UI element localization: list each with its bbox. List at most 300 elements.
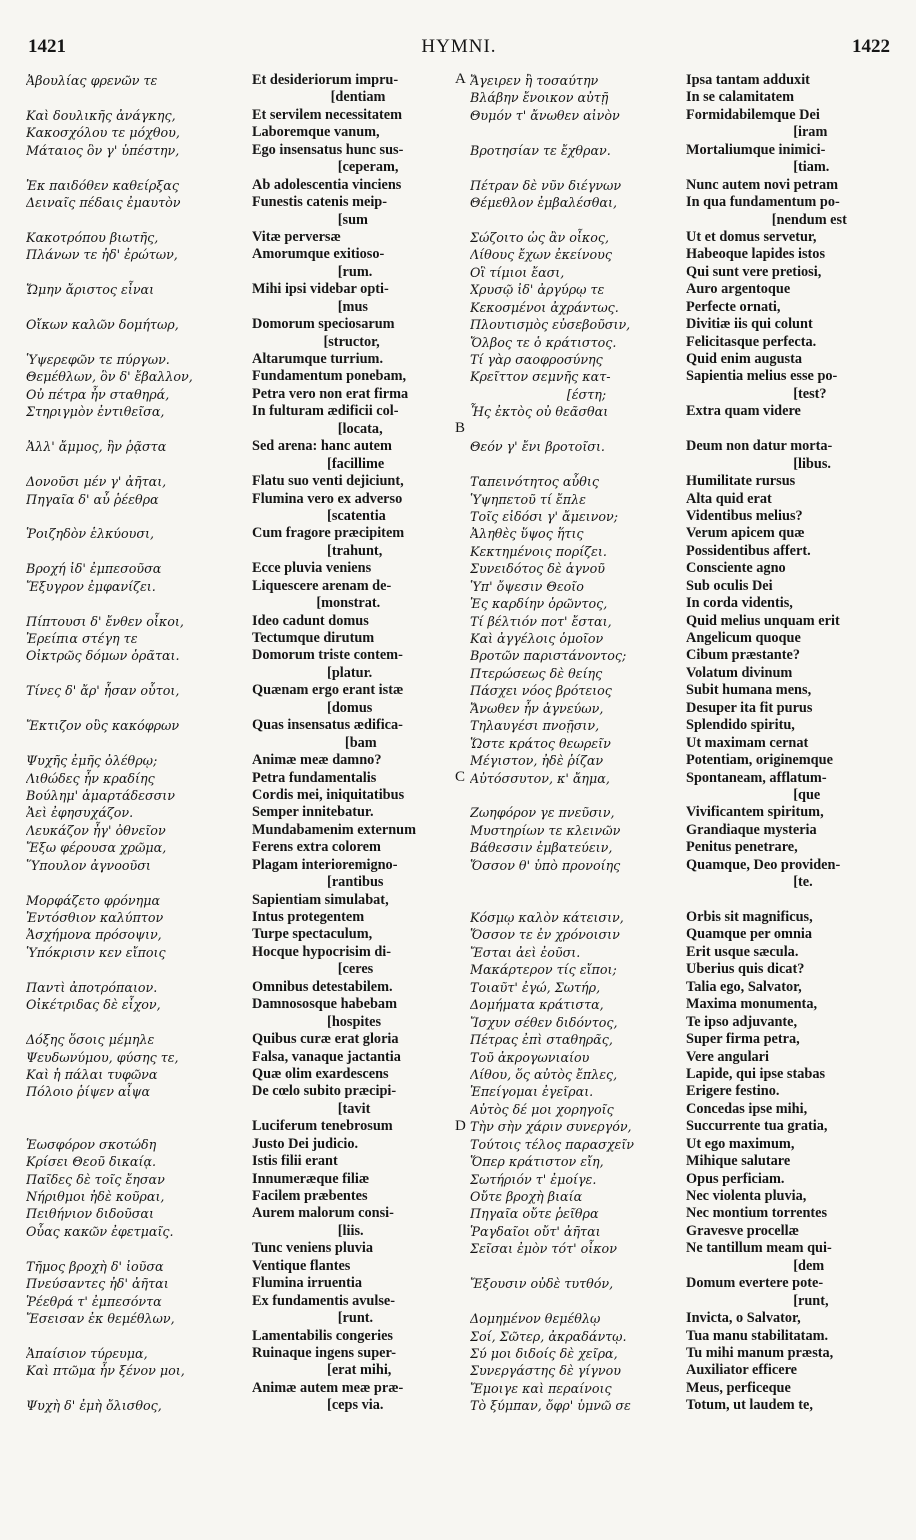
text-line: [platur. bbox=[252, 664, 373, 681]
text-line: Ὑπόκρισιν κεν εἴποις bbox=[26, 944, 166, 960]
text-line: Auro argentoque bbox=[686, 281, 791, 298]
text-line: Ζωηφόρον γε πνεῦσιν, bbox=[470, 805, 615, 821]
text-line: Domorum speciosarum bbox=[252, 316, 395, 333]
greek-column-left bbox=[26, 72, 251, 1415]
text-line: Tua manu stabilitatam. bbox=[686, 1327, 829, 1344]
text-line: Totum, ut laudem te, bbox=[686, 1397, 813, 1414]
text-line: Κρίσει Θεοῦ δικαίᾳ. bbox=[26, 1154, 157, 1170]
text-line: Βροτησίαν τε ἔχθραν. bbox=[470, 142, 611, 158]
text-line bbox=[470, 1293, 684, 1310]
text-line: Possidentibus affert. bbox=[686, 542, 811, 559]
text-line bbox=[470, 874, 684, 891]
text-line bbox=[26, 1240, 251, 1257]
text-line: Ἔξω φέρουσα χρῶμα, bbox=[26, 840, 167, 856]
text-line: Luciferum tenebrosum bbox=[252, 1118, 393, 1135]
text-line: Istis filii erant bbox=[252, 1153, 338, 1170]
text-line: Ῥοιζηδὸν ἑλκύουσι, bbox=[26, 526, 155, 542]
text-line: Καὶ δουλικῆς ἀνάγκης, bbox=[26, 107, 176, 123]
text-line bbox=[470, 124, 684, 141]
text-line: Κεκτημένοις πορίζει. bbox=[470, 543, 607, 559]
text-line: Extra quam videre bbox=[686, 403, 801, 420]
text-line: Πίπτουσι δ' ἔνθεν οἶκοι, bbox=[26, 613, 184, 629]
text-line: Πειθήνιον διδοῦσαι bbox=[26, 1206, 154, 1222]
text-line: Mihi ipsi videbar opti- bbox=[252, 281, 389, 298]
text-line: Πνεύσαντες ἠδ' ἀῆται bbox=[26, 1276, 169, 1292]
text-line: Ideo cadunt domus bbox=[252, 612, 369, 629]
text-line bbox=[470, 892, 684, 909]
text-line: Κακοτρόπου βιωτῆς, bbox=[26, 229, 159, 245]
text-line: Domorum triste contem- bbox=[252, 647, 403, 664]
text-line: [locata, bbox=[252, 420, 383, 437]
text-line: Βροτῶν παριστάνοντος; bbox=[470, 648, 627, 664]
text-line: Verum apicem quæ bbox=[686, 525, 805, 542]
text-line: Ipsa tantam adduxit bbox=[686, 72, 810, 88]
text-line: [ceperam, bbox=[252, 159, 399, 176]
text-line: In se calamitatem bbox=[686, 89, 794, 106]
text-line: Domum evertere pote- bbox=[686, 1275, 824, 1292]
text-line: Ἐρείπια στέγη τε bbox=[26, 631, 138, 646]
text-line: Βροχή ἰδ' ἐμπεσοῦσα bbox=[26, 561, 162, 577]
text-line: Ἧς ἐκτὸς οὐ θεᾶσθαι bbox=[470, 404, 609, 420]
text-line: Στηριγμὸν ἐντιθεῖσα, bbox=[26, 404, 165, 420]
text-line: Ἀσχήμονα πρόσοψιν, bbox=[26, 927, 162, 943]
text-line bbox=[26, 508, 251, 525]
text-line: Δονοῦσι μέν γ' ἀῆται, bbox=[26, 474, 167, 490]
text-line: Justo Dei judicio. bbox=[252, 1135, 359, 1152]
text-line: Οἰκτρῶς δόμων ὁρᾶται. bbox=[26, 648, 180, 664]
text-line: Πλουτισμὸς εὐσεβοῦσιν, bbox=[470, 317, 631, 333]
text-line: Subit humana mens, bbox=[686, 682, 812, 699]
text-line: In qua fundamentum po- bbox=[686, 194, 840, 211]
text-line: Ventique flantes bbox=[252, 1257, 351, 1274]
text-line: Ἀληθὲς ὕψος ἥτις bbox=[470, 526, 584, 542]
text-line: [ceps via. bbox=[252, 1397, 384, 1414]
text-line: Concedas ipse mihi, bbox=[686, 1100, 808, 1117]
text-line: Spontaneam, afflatum- bbox=[686, 769, 827, 786]
latin-column-left bbox=[252, 72, 454, 1415]
text-line: Βάθεσσιν ἐμβατεύειν, bbox=[470, 840, 613, 856]
text-line: Quas insensatus ædifica- bbox=[252, 717, 403, 734]
text-line bbox=[26, 1118, 251, 1135]
text-line: Tectumque dirutum bbox=[252, 630, 375, 646]
text-line bbox=[26, 456, 251, 473]
text-line: Perfecte ornati, bbox=[686, 298, 781, 315]
text-line: Ὕπουλον ἀγνοοῦσι bbox=[26, 857, 151, 873]
text-line: Semper innitebatur. bbox=[252, 804, 374, 821]
text-line: Orbis sit magnificus, bbox=[686, 909, 813, 925]
text-line: Damnososque habebam bbox=[252, 996, 397, 1013]
text-line: Πλάνων τε ἠδ' ἐρώτων, bbox=[26, 247, 178, 263]
text-line: Aurem malorum consi- bbox=[252, 1205, 394, 1222]
text-line: Innumeræque filiæ bbox=[252, 1170, 370, 1187]
text-line: Θεμέθλων, ὃν δ' ἔβαλλον, bbox=[26, 369, 193, 385]
text-line: Funestis catenis meip- bbox=[252, 194, 388, 211]
text-line: Mihique salutare bbox=[686, 1153, 791, 1170]
text-line: Felicitasque perfecta. bbox=[686, 333, 817, 350]
text-line: Οἳ τίμιοι ἔασι, bbox=[470, 264, 565, 280]
text-line: Erit usque sæcula. bbox=[686, 943, 799, 960]
text-line: [nendum est bbox=[686, 211, 847, 228]
text-line: Οὖας κακῶν ἐφετμαῖς. bbox=[26, 1223, 174, 1239]
text-line: Qui sunt vere pretiosi, bbox=[686, 263, 822, 280]
text-line: Μυστηρίων τε κλεινῶν bbox=[470, 822, 621, 838]
text-line: Κεκοσμένοι ἀχράντως. bbox=[470, 299, 619, 315]
text-line: Potentiam, originemque bbox=[686, 752, 833, 769]
text-line: Σωτήριόν τ' ἐμοίγε. bbox=[470, 1171, 597, 1187]
text-line: Νήριθμοι ἠδὲ κοῦραι, bbox=[26, 1189, 165, 1204]
text-line: [te. bbox=[686, 874, 813, 891]
text-line: Vivificantem spiritum, bbox=[686, 804, 824, 821]
text-line: [hospites bbox=[252, 1013, 382, 1030]
text-line: In corda videntis, bbox=[686, 595, 793, 612]
text-line: Σοί, Σῶτερ, ἀκραδάντῳ. bbox=[470, 1328, 627, 1344]
text-line: Τίνες δ' ἄρ' ἦσαν οὗτοι, bbox=[26, 683, 180, 699]
text-line: [mus bbox=[252, 298, 368, 315]
text-line: Ne tantillum meam qui- bbox=[686, 1240, 832, 1257]
text-line: Quid enim augusta bbox=[686, 351, 802, 367]
text-line: Πέτραν δὲ νῦν διέγνων bbox=[470, 177, 622, 193]
running-title: HYMNI. bbox=[421, 36, 497, 57]
text-line: Angelicum quoque bbox=[686, 630, 801, 646]
right-page-number: 1422 bbox=[852, 36, 890, 57]
text-line: Ecce pluvia veniens bbox=[252, 560, 372, 577]
text-line: Ὄλβος τε ὁ κράτιστος. bbox=[470, 334, 617, 350]
text-line: Αὐτόσσυτον, κ' ἄημα, bbox=[470, 770, 610, 786]
text-line: Θυμόν τ' ἄνωθεν αἰνὸν bbox=[470, 107, 620, 123]
text-line: Τῆμος βροχὴ δ' ἰοῦσα bbox=[26, 1258, 164, 1274]
text-line: Μορφάζετο φρόνημα bbox=[26, 892, 161, 908]
text-line: Κακοσχόλου τε μόχθου, bbox=[26, 125, 180, 141]
text-line: [rum. bbox=[252, 263, 373, 280]
text-line: [libus. bbox=[686, 455, 831, 472]
text-line: Flumina irruentia bbox=[252, 1275, 363, 1292]
text-line: Nec violenta pluvia, bbox=[686, 1188, 807, 1204]
text-line: Ἀλλ' ἄμμος, ἣν ῥᾷστα bbox=[26, 439, 167, 455]
text-line: Fundamentum ponebam, bbox=[252, 368, 407, 385]
text-line: Quamque per omnia bbox=[686, 926, 813, 943]
text-line: Ex fundamentis avulse- bbox=[252, 1292, 395, 1309]
text-line: Divitiæ iis qui colunt bbox=[686, 316, 813, 333]
text-line: Ἔκτιζον οὓς κακόφρων bbox=[26, 718, 180, 734]
text-line bbox=[26, 1328, 251, 1345]
text-line: Κρεῖττον σεμνῆς κατ- bbox=[470, 369, 611, 385]
text-line: Petra fundamentalis bbox=[252, 769, 377, 786]
text-line: Δομημένον θεμέθλῳ bbox=[470, 1311, 601, 1327]
text-line: Τηλαυγέσι πνοῇσιν, bbox=[470, 718, 600, 734]
text-line: Humilitate rursus bbox=[686, 473, 796, 490]
text-line: Facilem præbentes bbox=[252, 1188, 368, 1204]
text-line: Et servilem necessitatem bbox=[252, 106, 403, 123]
text-line: Ταπεινότητος αὖθις bbox=[470, 474, 599, 490]
text-line: Altarumque turrium. bbox=[252, 351, 384, 367]
text-line: Tunc veniens pluvia bbox=[252, 1240, 374, 1257]
text-line: Τὸ ξύμπαν, ὄφρ' ὑμνῶ σε bbox=[470, 1398, 631, 1414]
text-line: Quamque, Deo providen- bbox=[686, 856, 841, 873]
text-line: Παῖδες δὲ τοῖς ἔησαν bbox=[26, 1171, 165, 1187]
text-line: Laboremque vanum, bbox=[252, 124, 380, 141]
text-line bbox=[686, 421, 894, 438]
text-line: Videntibus melius? bbox=[686, 507, 803, 524]
text-line: Μάταιος ὃν γ' ὑπέστην, bbox=[26, 142, 180, 158]
text-line: Lamentabilis congeries bbox=[252, 1327, 393, 1344]
page-header bbox=[28, 36, 890, 62]
text-line: Mundabamenim externum bbox=[252, 821, 417, 838]
text-line: Auxiliator efficere bbox=[686, 1362, 798, 1379]
text-line: [έστη; bbox=[470, 386, 607, 402]
text-line: Opus perficiam. bbox=[686, 1170, 785, 1187]
text-line: Πόλοιο ῥίψεν αἶψα bbox=[26, 1084, 151, 1100]
text-line: Sub oculis Dei bbox=[686, 577, 773, 594]
text-line: Ψυχῆς ἐμῆς ὀλέθρῳ; bbox=[26, 753, 158, 769]
text-line: Invicta, o Salvator, bbox=[686, 1310, 801, 1327]
text-line: Gravesve procellæ bbox=[686, 1222, 799, 1239]
text-line: Meus, perficeque bbox=[686, 1379, 791, 1396]
text-line bbox=[26, 1101, 251, 1118]
text-line: Maxima monumenta, bbox=[686, 996, 818, 1013]
text-line: Nec montium torrentes bbox=[686, 1205, 828, 1222]
text-line: Οὔτε βροχὴ βιαία bbox=[470, 1189, 583, 1204]
text-line: Sed arena: hanc autem bbox=[252, 438, 392, 455]
text-line: [sum bbox=[252, 211, 368, 228]
text-line: Τοῖς εἰδόσι γ' ἄμεινον; bbox=[470, 508, 618, 524]
text-line: Ὑψηπετοῦ τί ἔπλε bbox=[470, 491, 586, 507]
text-line: Amorumque exitioso- bbox=[252, 246, 385, 263]
text-line: Ὅσσον τε ἐν χρόνοισιν bbox=[470, 927, 620, 943]
text-line: Intus protegentem bbox=[252, 909, 365, 925]
text-line: Λευκάζον ἦγ' ὀθνεῖον bbox=[26, 822, 166, 838]
text-line: Mortaliumque inimici- bbox=[686, 141, 826, 158]
text-line: Ἄνωθεν ἦν ἁγνεύων, bbox=[470, 700, 604, 716]
text-line: Quæ olim exardescens bbox=[252, 1065, 389, 1082]
text-line: [facillime bbox=[252, 455, 385, 472]
text-line: [domus bbox=[252, 699, 373, 716]
text-line: Ut ego maximum, bbox=[686, 1135, 795, 1152]
text-line: Τὴν σὴν χάριν συνεργόν, bbox=[470, 1119, 632, 1135]
text-line: Nunc autem novi petram bbox=[686, 176, 839, 193]
text-line: Τούτοις τέλος παρασχεῖν bbox=[470, 1136, 635, 1152]
text-line: Ὑψερεφῶν τε πύργων. bbox=[26, 352, 170, 367]
text-line: In fulturam ædificii col- bbox=[252, 403, 399, 420]
text-line: Cum fragore præcipitem bbox=[252, 525, 405, 542]
text-line bbox=[26, 874, 251, 891]
section-marker: B bbox=[455, 420, 466, 436]
text-line: Liquescere arenam de- bbox=[252, 577, 392, 594]
text-line: Ut et domus servetur, bbox=[686, 228, 817, 245]
text-line: Cordis mei, iniquitatibus bbox=[252, 786, 405, 803]
text-line: [erat mihi, bbox=[252, 1362, 392, 1379]
text-line: Συνειδότος δὲ ἁγνοῦ bbox=[470, 561, 605, 577]
text-line bbox=[470, 159, 684, 176]
text-line: Formidabilemque Dei bbox=[686, 106, 820, 123]
text-line: Et desideriorum impru- bbox=[252, 72, 399, 88]
text-line: Θέμεθλον ἐμβαλέσθαι, bbox=[470, 195, 618, 211]
text-line: Erigere festino. bbox=[686, 1083, 780, 1100]
text-line: Ψευδωνύμου, φύσης τε, bbox=[26, 1049, 179, 1065]
text-line: Ἐπείγομαι ἐγεῖραι. bbox=[470, 1084, 594, 1100]
text-line: Splendido spiritu, bbox=[686, 717, 795, 734]
text-line: Ego insensatus hunc sus- bbox=[252, 141, 404, 158]
text-line: [runt, bbox=[686, 1292, 829, 1309]
text-line: Turpe spectaculum, bbox=[252, 926, 373, 943]
text-line bbox=[26, 264, 251, 281]
text-line: Ὑπ' ὄψεσιν Θεοῖο bbox=[470, 578, 584, 594]
text-line bbox=[470, 212, 684, 229]
text-line: Σώζοιτο ὡς ἂν οἶκος, bbox=[470, 229, 610, 245]
text-line: Quænam ergo erant istæ bbox=[252, 682, 404, 699]
text-line: Χρυσῷ ἰδ' ἀργύρῳ τε bbox=[470, 282, 605, 298]
text-line: De cœlo subito præcipi- bbox=[252, 1083, 397, 1100]
text-line: [liis. bbox=[252, 1222, 364, 1239]
text-line: Ἀεὶ ἐφησυχάζον. bbox=[26, 805, 134, 821]
text-line bbox=[26, 735, 251, 752]
text-line: Succurrente tua gratia, bbox=[686, 1118, 828, 1135]
text-line bbox=[470, 1258, 684, 1275]
text-line: [tavit bbox=[252, 1100, 371, 1117]
text-line: Ἀβουλίας φρενῶν τε bbox=[26, 73, 158, 88]
text-line: Ἔσται ἀεὶ ἐοῦσι. bbox=[470, 944, 581, 960]
text-line: Ἐντόσθιον καλύπτον bbox=[26, 910, 164, 925]
text-line: Uberius quis dicat? bbox=[686, 961, 805, 978]
text-line: Animæ meæ damno? bbox=[252, 752, 382, 769]
text-line: Ἀπαίσιον τύρευμα, bbox=[26, 1345, 148, 1361]
text-line: Petra vero non erat firma bbox=[252, 385, 409, 402]
text-line: [trahunt, bbox=[252, 542, 383, 559]
text-line: Grandiaque mysteria bbox=[686, 821, 817, 838]
text-line: Καὶ ἡ πάλαι τυφῶνα bbox=[26, 1066, 158, 1082]
text-line: [ceres bbox=[252, 961, 374, 978]
section-marker: A bbox=[455, 71, 466, 87]
text-line: Τοῦ ἀκρογωνιαίου bbox=[470, 1049, 590, 1065]
text-line: Vitæ perversæ bbox=[252, 228, 341, 245]
text-line: Flatu suo venti dejiciunt, bbox=[252, 473, 404, 490]
text-line: Talia ego, Salvator, bbox=[686, 978, 802, 995]
text-line: [test? bbox=[686, 385, 827, 402]
text-line: Ἔξυγρον ἐμφανίζει. bbox=[26, 578, 156, 594]
text-line bbox=[470, 421, 684, 438]
text-line: Desuper ita fit purus bbox=[686, 699, 813, 716]
text-line bbox=[686, 892, 894, 909]
text-line: Σύ μοι διδοίς δὲ χεῖρα, bbox=[470, 1345, 618, 1361]
text-line: Πτερώσεως δὲ θείης bbox=[470, 665, 603, 681]
text-line: Θεόν γ' ἔνι βροτοῖσι. bbox=[470, 439, 605, 455]
text-line: [structor, bbox=[252, 333, 380, 350]
text-line: Καὶ ἀγγέλοις ὁμοῖον bbox=[470, 631, 604, 646]
text-line: [dentiam bbox=[252, 89, 386, 106]
text-line: Τοιαῦτ' ἐγώ, Σωτήρ, bbox=[470, 979, 601, 995]
text-line: Te ipso adjuvante, bbox=[686, 1013, 798, 1030]
text-line: Vere angulari bbox=[686, 1048, 770, 1065]
text-line: Ὤμην ἄριστος εἶναι bbox=[26, 282, 155, 298]
text-line: Πηγαῖα δ' αὖ ῥέεθρα bbox=[26, 491, 159, 507]
text-line: Καὶ πτῶμα ἦν ξένον μοι, bbox=[26, 1363, 185, 1379]
text-line: [dem bbox=[686, 1257, 825, 1274]
text-line: Λίθου, ὅς αὐτὸς ἔπλες, bbox=[470, 1066, 618, 1082]
text-line: Τί γὰρ σαοφροσύνης bbox=[470, 352, 603, 367]
text-line: Falsa, vanaque jactantia bbox=[252, 1048, 401, 1065]
text-line: Λίθους ἔχων ἐκείνους bbox=[470, 247, 612, 263]
text-line: Ἑωσφόρον σκοτώδη bbox=[26, 1136, 157, 1152]
text-line: Ruinaque ingens super- bbox=[252, 1344, 397, 1361]
text-line bbox=[26, 665, 251, 682]
text-line: Super firma petra, bbox=[686, 1031, 800, 1048]
text-line: Ἐκ παιδόθεν καθείρξας bbox=[26, 177, 179, 193]
text-line: Deum non datur morta- bbox=[686, 438, 833, 455]
text-line bbox=[26, 595, 251, 612]
text-line bbox=[26, 421, 251, 438]
text-line: Παντὶ ἀποτρόπαιον. bbox=[26, 979, 158, 995]
text-line: Ἔξουσιν οὐδὲ τυτθόν, bbox=[470, 1276, 614, 1292]
text-line: Consciente agno bbox=[686, 560, 786, 577]
text-line: Quibus curæ erat gloria bbox=[252, 1031, 399, 1048]
text-line: Ῥαγδαῖοι οὔτ' ἀῆται bbox=[470, 1223, 601, 1239]
greek-column-right bbox=[470, 72, 684, 1415]
text-line: Sapientiam simulabat, bbox=[252, 891, 389, 908]
text-line: Συνεργάστης δὲ γίγνου bbox=[470, 1363, 621, 1379]
text-line: Δειναῖς πέδαις ἐμαυτὸν bbox=[26, 195, 181, 211]
text-line bbox=[26, 159, 251, 176]
text-line: [monstrat. bbox=[252, 595, 381, 612]
text-line: Ἔμοιγε καὶ περαίνοις bbox=[470, 1380, 612, 1396]
text-line: [tiam. bbox=[686, 159, 830, 176]
text-line bbox=[26, 1380, 251, 1397]
text-line bbox=[26, 961, 251, 978]
text-line bbox=[26, 212, 251, 229]
text-line: Ἔσεισαν ἐκ θεμέθλων, bbox=[26, 1311, 175, 1327]
text-line bbox=[26, 299, 251, 316]
text-line: Quid melius unquam erit bbox=[686, 612, 840, 629]
text-line: Οἴκων καλῶν δομήτωρ, bbox=[26, 317, 179, 333]
text-line: Σεῖσαι ἐμὸν τότ' οἶκον bbox=[470, 1241, 617, 1257]
text-line: Lapide, qui ipse stabas bbox=[686, 1065, 826, 1082]
text-line bbox=[26, 334, 251, 351]
text-line: Ῥέεθρά τ' ἐμπεσόντα bbox=[26, 1293, 162, 1309]
text-line: Ὥστε κράτος θεωρεῖν bbox=[470, 735, 611, 751]
text-line: Animæ autem meæ præ- bbox=[252, 1379, 404, 1396]
text-line: Οἰκέτριδας δὲ εἶχον, bbox=[26, 997, 161, 1013]
latin-column-right bbox=[686, 72, 894, 1415]
text-line: Τί βέλτιόν ποτ' ἔσται, bbox=[470, 613, 612, 629]
text-line: Πάσχει νόος βρότειος bbox=[470, 683, 612, 699]
text-line: Ἴσχυν σέθεν διδόντος, bbox=[470, 1014, 618, 1030]
text-line: Tu mihi manum præsta, bbox=[686, 1344, 834, 1361]
text-line: [runt. bbox=[252, 1310, 374, 1327]
text-line: Penitus penetrare, bbox=[686, 839, 798, 856]
text-line bbox=[470, 456, 684, 473]
text-line: Hocque hypocrisim di- bbox=[252, 943, 392, 960]
text-line: Οὐ πέτρα ἦν σταθηρά, bbox=[26, 386, 170, 402]
text-line: Ἄγειρεν ἢ τοσαύτην bbox=[470, 73, 599, 88]
text-line: Ὅσσον θ' ὑπὸ προνοίης bbox=[470, 857, 621, 873]
text-line: Omnibus detestabilem. bbox=[252, 978, 393, 995]
text-line: Κόσμῳ καλὸν κάτεισιν, bbox=[470, 910, 624, 925]
text-line bbox=[26, 700, 251, 717]
text-line: Ψυχὴ δ' ἐμὴ ὄλισθος, bbox=[26, 1398, 162, 1414]
text-line: Αὐτὸς δέ μοι χορηγοῖς bbox=[470, 1101, 614, 1117]
left-page-number: 1421 bbox=[28, 36, 66, 57]
text-line bbox=[26, 1014, 251, 1031]
text-line bbox=[470, 787, 684, 804]
text-line: [rantibus bbox=[252, 874, 384, 891]
text-line: Δομήματα κράτιστα, bbox=[470, 997, 604, 1013]
text-line: Volatum divinum bbox=[686, 664, 793, 681]
text-line: Cibum præstante? bbox=[686, 647, 800, 664]
text-line bbox=[26, 543, 251, 560]
text-line: Βούλημ' ἁμαρτάδεσσιν bbox=[26, 787, 175, 803]
text-line: [bam bbox=[252, 734, 377, 751]
text-line: Ἐς καρδίην ὁρῶντος, bbox=[470, 596, 608, 612]
text-line: Sapientia melius esse po- bbox=[686, 368, 838, 385]
text-line: Ὅπερ κράτιστον εἴη, bbox=[470, 1154, 604, 1170]
